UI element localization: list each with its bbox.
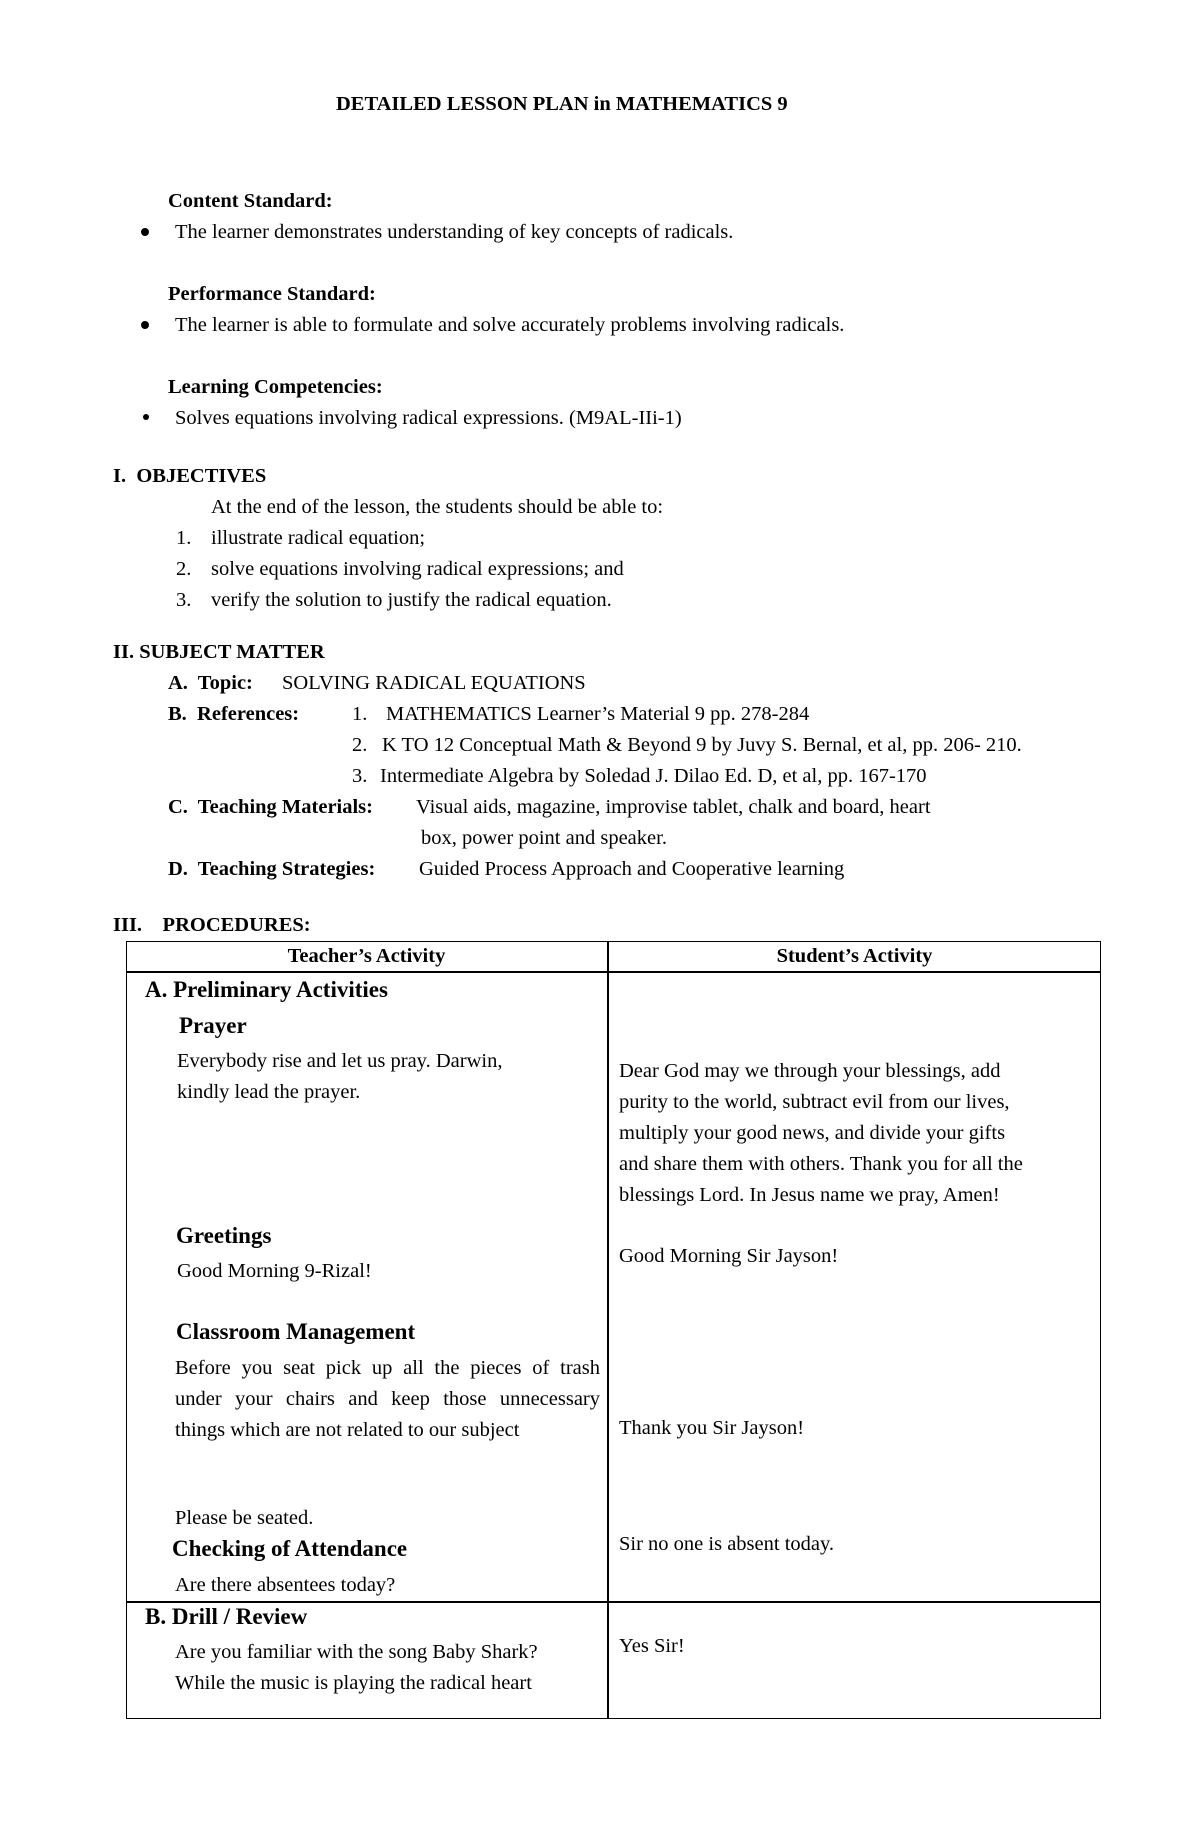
bullet-icon xyxy=(143,414,149,420)
teaching-strategies-label: D. Teaching Strategies: xyxy=(168,858,376,880)
seated-text: Please be seated. xyxy=(175,1507,314,1529)
prayer-student-text: and share them with others. Thank you for all the xyxy=(619,1153,1023,1175)
checking-attendance-heading: Checking of Attendance xyxy=(172,1536,408,1561)
objective-item: verify the solution to justify the radical equation. xyxy=(211,589,612,611)
drill-review-heading: B. Drill / Review xyxy=(145,1604,308,1629)
objective-number: 1. xyxy=(176,527,192,549)
prayer-student-text: multiply your good news, and divide your gifts xyxy=(619,1122,1006,1144)
prayer-student-text: purity to the world, subtract evil from our lives, xyxy=(619,1091,1010,1113)
teaching-materials-value: Visual aids, magazine, improvise tablet, chalk and board, heart xyxy=(416,796,931,818)
reference-number: 2. xyxy=(352,734,368,756)
bullet-icon xyxy=(141,321,149,329)
topic-label: A. Topic: xyxy=(168,672,253,694)
drill-teacher-text: Are you familiar with the song Baby Shark? xyxy=(175,1641,538,1663)
objectives-heading: I. OBJECTIVES xyxy=(113,465,267,487)
bullet-icon xyxy=(141,228,149,236)
content-standard-text: The learner demonstrates understanding of key concepts of radicals. xyxy=(175,221,734,243)
reference-item: MATHEMATICS Learner’s Material 9 pp. 278-284 xyxy=(386,703,810,725)
objective-number: 3. xyxy=(176,589,192,611)
reference-number: 1. xyxy=(352,703,368,725)
greetings-teacher-text: Good Morning 9-Rizal! xyxy=(177,1260,372,1282)
page-title: DETAILED LESSON PLAN in MATHEMATICS 9 xyxy=(336,93,788,115)
classroom-management-teacher-text: Before you seat pick up all the pieces of trash under your chairs and keep those unnecessary things which are not related to our subject xyxy=(175,1357,600,1441)
performance-standard-label: Performance Standard: xyxy=(168,283,376,305)
learning-competencies-text: Solves equations involving radical expressions. (M9AL-IIi-1) xyxy=(175,407,682,429)
reference-item: K TO 12 Conceptual Math & Beyond 9 by Juvy S. Bernal, et al, pp. 206- 210. xyxy=(382,734,1022,756)
teaching-strategies-value: Guided Process Approach and Cooperative learning xyxy=(419,858,845,880)
teaching-materials-label: C. Teaching Materials: xyxy=(168,796,373,818)
greetings-student-text: Good Morning Sir Jayson! xyxy=(619,1245,839,1267)
reference-item: Intermediate Algebra by Soledad J. Dilao Ed. D, et al, pp. 167-170 xyxy=(380,765,927,787)
teaching-materials-value: box, power point and speaker. xyxy=(421,827,667,849)
reference-number: 3. xyxy=(352,765,368,787)
attendance-teacher-text: Are there absentees today? xyxy=(175,1574,396,1596)
prayer-student-text: Dear God may we through your blessings, add xyxy=(619,1060,1001,1082)
references-label: B. References: xyxy=(168,703,300,725)
prayer-teacher-text: Everybody rise and let us pray. Darwin, xyxy=(177,1050,503,1072)
column-header-student: Student’s Activity xyxy=(776,945,933,967)
learning-competencies-label: Learning Competencies: xyxy=(168,376,383,398)
objective-item: illustrate radical equation; xyxy=(211,527,426,549)
objective-number: 2. xyxy=(176,558,192,580)
classroom-management-heading: Classroom Management xyxy=(176,1319,416,1344)
prayer-heading: Prayer xyxy=(179,1013,247,1038)
drill-student-text: Yes Sir! xyxy=(619,1635,685,1657)
prayer-teacher-text: kindly lead the prayer. xyxy=(177,1081,361,1103)
classroom-management-student-text: Thank you Sir Jayson! xyxy=(619,1417,805,1439)
table-header-divider xyxy=(126,971,1101,973)
objectives-intro: At the end of the lesson, the students should be able to: xyxy=(211,496,664,518)
performance-standard-text: The learner is able to formulate and solve accurately problems involving radicals. xyxy=(175,314,845,336)
objective-item: solve equations involving radical expressions; and xyxy=(211,558,624,580)
content-standard-label: Content Standard: xyxy=(168,190,333,212)
subject-matter-heading: II. SUBJECT MATTER xyxy=(113,641,325,663)
greetings-heading: Greetings xyxy=(176,1223,272,1248)
drill-teacher-text: While the music is playing the radical heart xyxy=(175,1672,532,1694)
topic-value: SOLVING RADICAL EQUATIONS xyxy=(282,672,586,694)
preliminary-activities-heading: A. Preliminary Activities xyxy=(145,977,388,1002)
procedures-heading: III. PROCEDURES: xyxy=(113,914,311,936)
attendance-student-text: Sir no one is absent today. xyxy=(619,1533,835,1555)
prayer-student-text: blessings Lord. In Jesus name we pray, Amen! xyxy=(619,1184,1000,1206)
column-header-teacher: Teacher’s Activity xyxy=(287,945,446,967)
